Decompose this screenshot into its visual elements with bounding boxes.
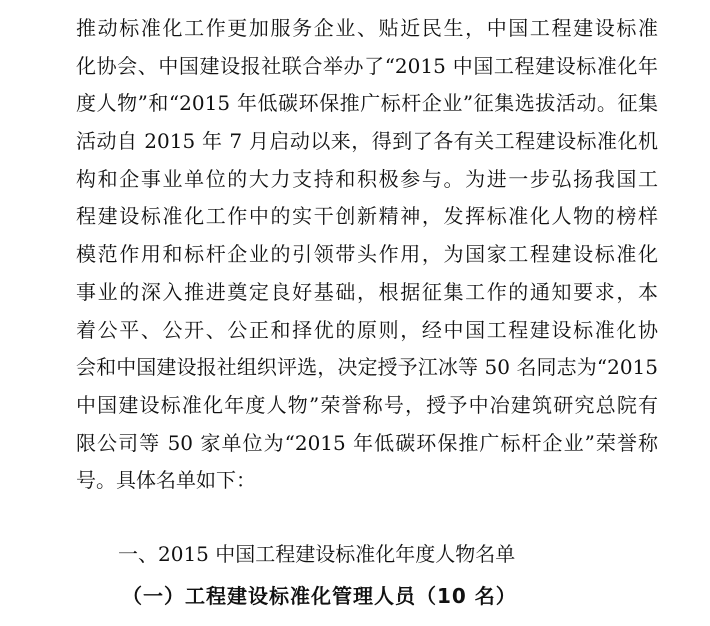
section-heading: 一、2015 中国工程建设标准化年度人物名单 (118, 542, 516, 566)
paragraph-line: 活动自 2015 年 7 月启动以来，得到了各有关工程建设标准化机 (76, 129, 658, 154)
paragraph-line: 化协会、中国建设报社联合举办了“2015 中国工程建设标准化年 (76, 53, 658, 78)
paragraph-line: 中国建设标准化年度人物”荣誉称号，授予中冶建筑研究总院有 (76, 392, 658, 417)
paragraph-line: 构和企事业单位的大力支持和积极参与。为进一步弘扬我国工 (76, 166, 658, 191)
paragraph-line: 号。具体名单如下： (76, 468, 256, 493)
paragraph-line: 推动标准化工作更加服务企业、贴近民生，中国工程建设标准 (76, 16, 658, 40)
paragraph-line: 模范作用和标杆企业的引领带头作用，为国家工程建设标准化 (76, 242, 658, 267)
paragraph-line: 限公司等 50 家单位为“2015 年低碳环保推广标杆企业”荣誉称 (76, 430, 658, 455)
paragraph-line: 程建设标准化工作中的实干创新精神，发挥标准化人物的榜样 (76, 204, 658, 229)
subsection-heading: （一）工程建设标准化管理人员（10 名） (122, 584, 517, 608)
body-paragraph (76, 10, 658, 500)
paragraph-line: 着公平、公开、公正和择优的原则，经中国工程建设标准化协 (76, 317, 658, 342)
paragraph-line: 会和中国建设报社组织评选，决定授予江冰等 50 名同志为“2015 (76, 355, 658, 380)
paragraph-line: 度人物”和“2015 年低碳环保推广标杆企业”征集选拔活动。征集 (76, 91, 658, 116)
paragraph-line: 事业的深入推进奠定良好基础，根据征集工作的通知要求，本 (76, 279, 658, 304)
